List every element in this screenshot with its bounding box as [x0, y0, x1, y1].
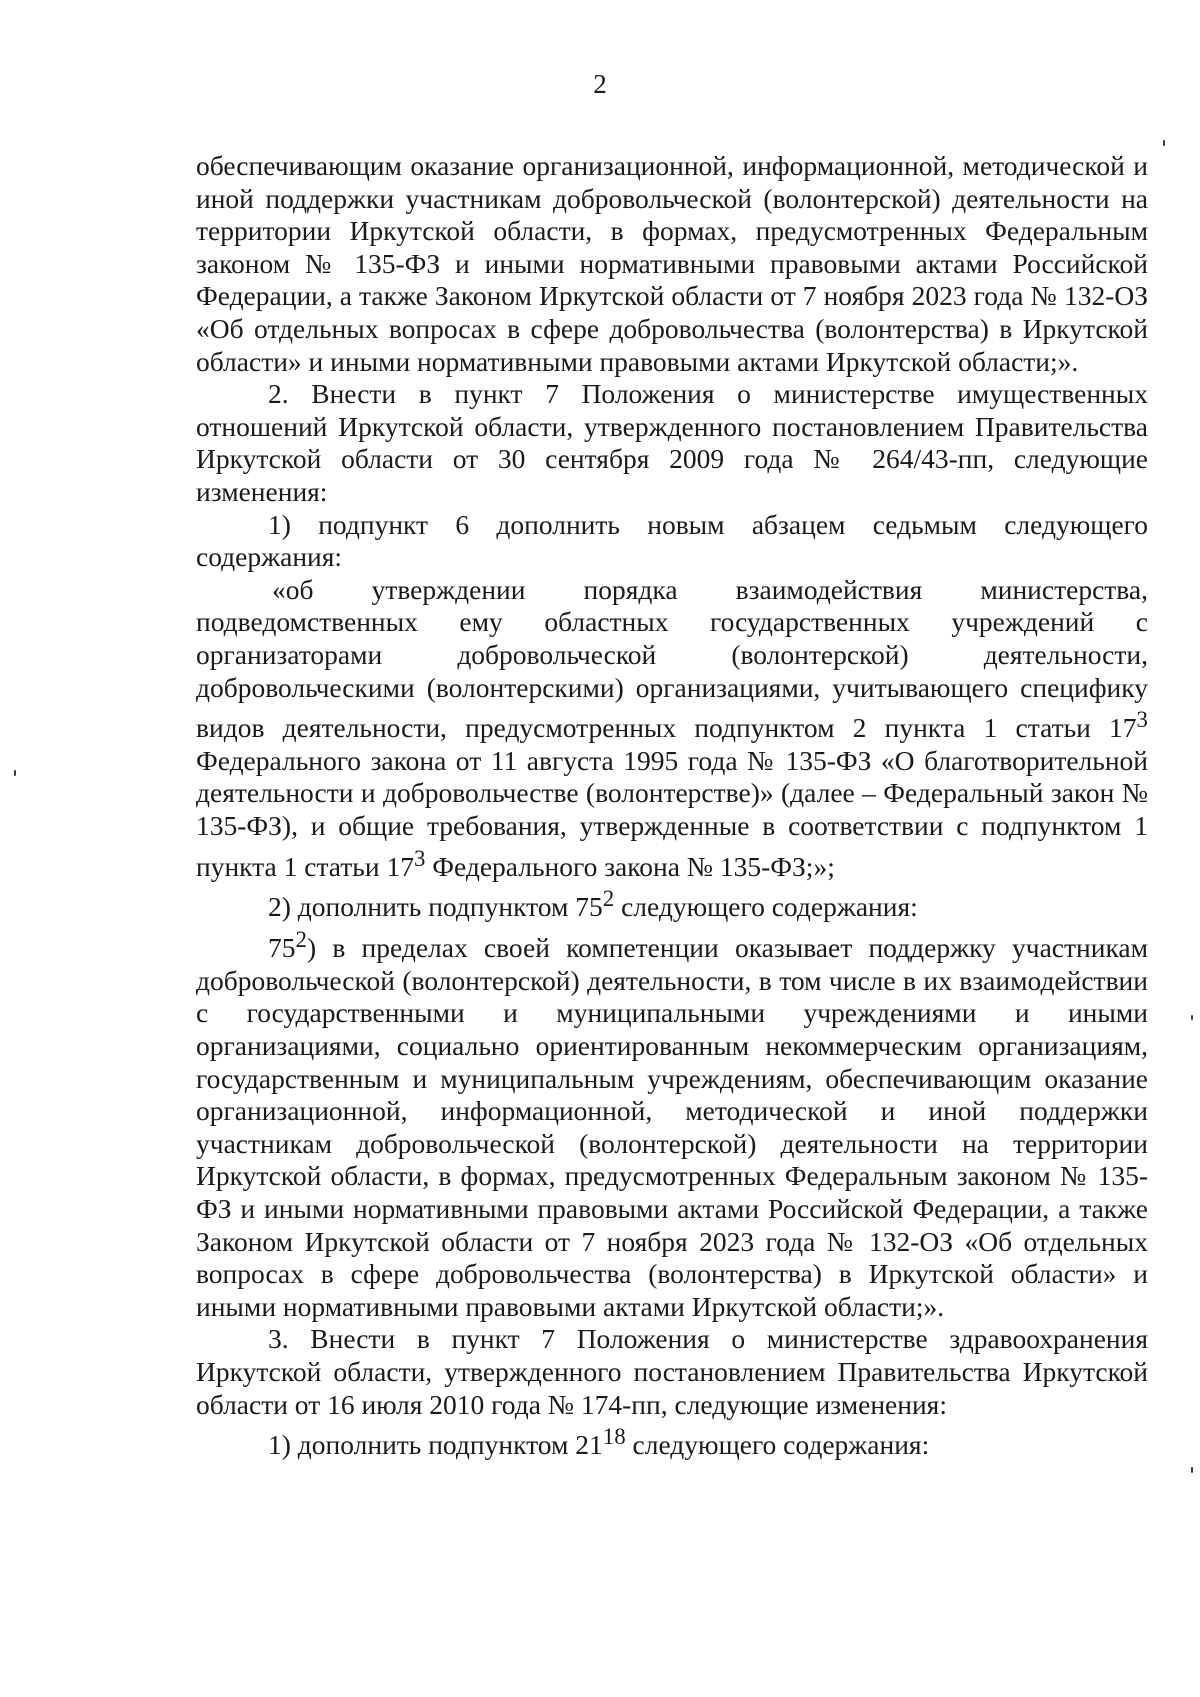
paragraph-item-2: 2. Внести в пункт 7 Положения о министерстве имущественных отношений Иркутской области, утвержденного постановлением Правительства Иркутской области от 30 сентября 2009 года № 264/43-пп, следующие изменения: — [196, 378, 1148, 507]
paragraph-subitem-1: 1) подпункт 6 дополнить новым абзацем седьмым следующего содержания: — [196, 508, 1148, 573]
quote-text-part: Федерального закона от 11 августа 1995 года № 135-ФЗ «О благотворительной деятельности и добровольчестве (волонтерстве)» (далее – Федеральный закон № 135-ФЗ), и общие требования, утвержденные в соответствии с подпунктом 1 пункта 1 статьи 17 — [196, 744, 1148, 882]
superscript-subitem-index: 2 — [295, 927, 307, 953]
paragraph-subitem-75-2 — [196, 924, 1148, 1323]
scan-speck — [14, 770, 16, 776]
scan-speck — [1163, 140, 1165, 146]
superscript-subitem-index: 18 — [602, 1424, 626, 1450]
paragraph-subitem-21-18 — [196, 1421, 1148, 1462]
scan-speck — [1191, 1015, 1193, 1020]
subitem-text-part: 75 — [268, 932, 296, 964]
subitem-text-part: следующего содержания: — [625, 1429, 930, 1461]
subitem-text-part: ) в пределах своей компетенции оказывает поддержку участникам добровольческой (волонтерской) деятельности, в том числе в их взаимодействии с государственными и муниципальными учреждениями и иными организациями, социально ориентированным некоммерческим организациям, государственным и муниципальным учреждениям, обеспечивающим оказание организационной, информационной, методической и иной поддержки участникам добровольческой (волонтерской) деятельности на территории Иркутской области, в формах, предусмотренных Федеральным законом № 135-ФЗ и иными нормативными правовыми актами Российской Федерации, а также Законом Иркутской области от 7 ноября 2023 года № 132-ОЗ «Об отдельных вопросах в сфере добровольчества (волонтерства) в Иркутской области» и иными нормативными правовыми актами Иркутской области;». — [196, 932, 1148, 1322]
paragraph-quote-approval — [196, 574, 1148, 884]
subitem-text-part: 2) дополнить подпунктом 75 — [268, 891, 603, 923]
paragraph-item-3: 3. Внести в пункт 7 Положения о министерстве здравоохранения Иркутской области, утвержденного постановлением Правительства Иркутской области от 16 июля 2010 года № 174-пп, следующие изменения: — [196, 1323, 1148, 1420]
subitem-text-part: 1) дополнить подпунктом 21 — [268, 1429, 603, 1461]
quote-text-part: Федерального закона № 135-ФЗ;»; — [425, 850, 835, 882]
superscript-subitem-index: 2 — [602, 886, 615, 912]
paragraph-subitem-2 — [196, 883, 1148, 924]
page-number: 2 — [593, 69, 607, 99]
quote-text-part: «об утверждении порядка взаимодействия министерства, подведомственных ему областных государственных учреждений с организаторами добровольческой (волонтерской) деятельности, добровольческими (волонтерскими) организациями, учитывающего специфику видов деятельности, предусмотренных подпунктом 2 пункта 1 статьи 17 — [196, 573, 1148, 744]
subitem-text-part: следующего содержания: — [614, 891, 918, 923]
superscript-article-index: 3 — [1136, 707, 1148, 733]
superscript-article-index: 3 — [413, 845, 426, 871]
paragraph-continuation: обеспечивающим оказание организационной, информационной, методической и иной поддержки участникам добровольческой (волонтерской) деятельности на территории Иркутской области, в формах, предусмотренных Федеральным законом № 135-ФЗ и иными нормативными правовыми актами Российской Федерации, а также Законом Иркутской области от 7 ноября 2023 года № 132-ОЗ «Об отдельных вопросах в сфере добровольчества (волонтерства) в Иркутской области» и иными нормативными правовыми актами Иркутской области;». — [196, 150, 1148, 377]
scan-speck — [1191, 1467, 1193, 1473]
document-body — [196, 150, 1148, 1462]
